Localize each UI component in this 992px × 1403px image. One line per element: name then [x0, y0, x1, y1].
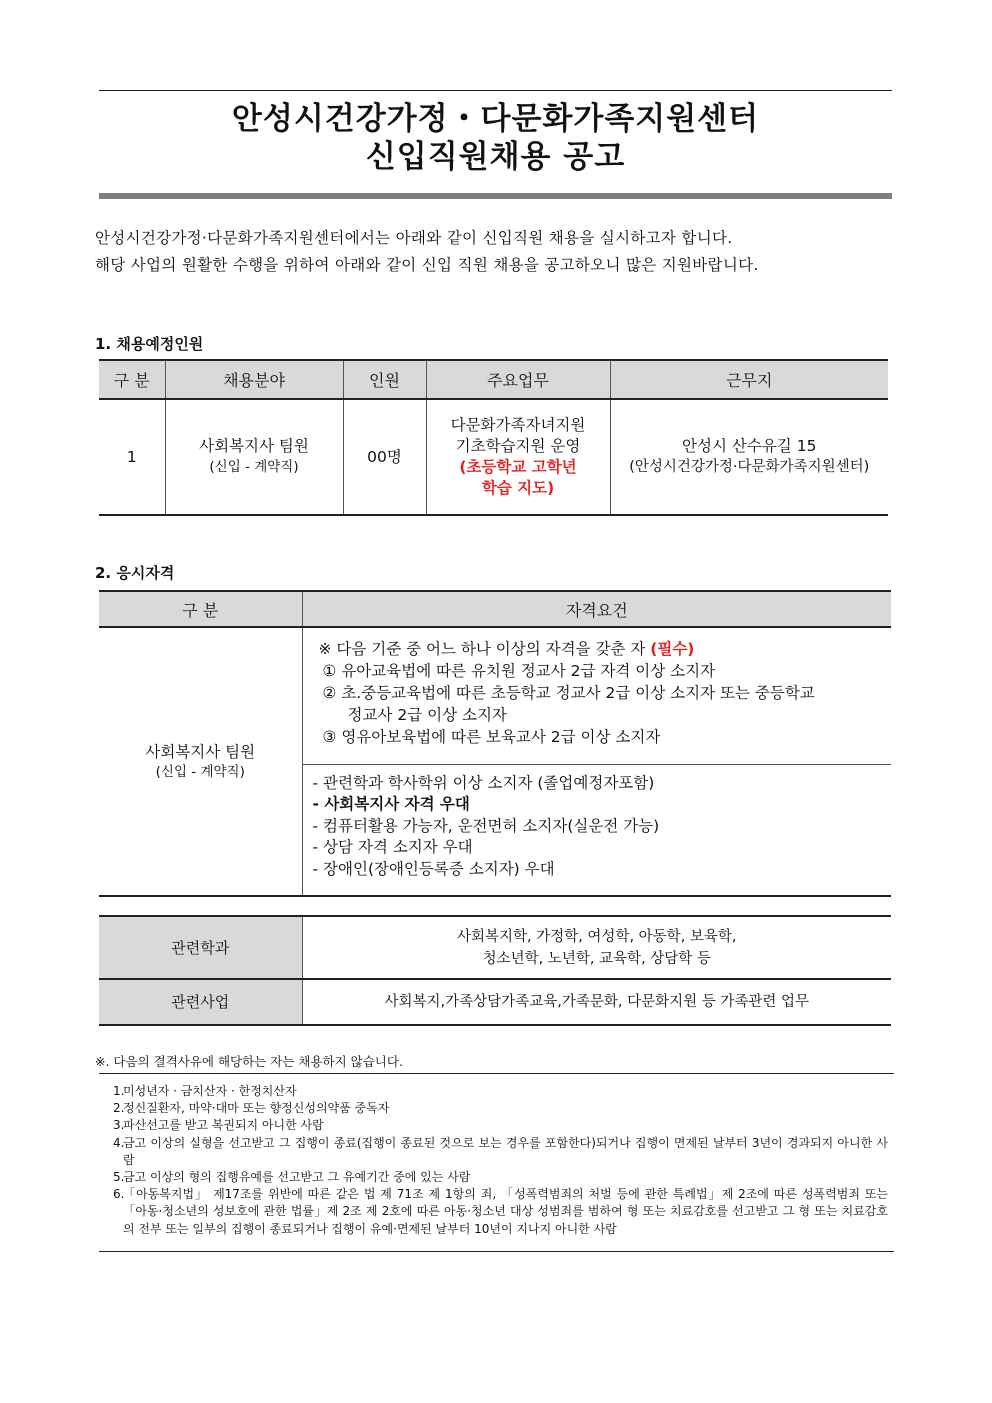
qual-category [99, 627, 302, 896]
section2-title: 2. 응시자격 [95, 564, 175, 582]
biz-row [99, 979, 891, 1025]
duty-line2: 기초학습지원 운영 [455, 437, 581, 455]
section1-title: 1. 채용예정인원 [95, 335, 204, 353]
bottom-rule [99, 1251, 894, 1252]
pref-item-2: - 사회복지사 자격 우대 [312, 795, 470, 813]
intro-line2: 해당 사업의 원활한 수행을 위하여 아래와 같이 신입 직원 채용을 공고하오니 많은 지원바랍니다. [95, 256, 759, 274]
req-item-2: ② 초.중등교육법에 따른 초등학교 정교사 2급 이상 소지자 또는 중등학교 [322, 684, 815, 702]
header-place: 근무지 [610, 360, 888, 399]
header-no: 구 분 [99, 360, 165, 399]
biz-value: 사회복지,가족상담가족교육,가족문화, 다문화지원 등 가족관련 업무 [302, 979, 891, 1025]
duty-line1: 다문화가족자녀지원 [450, 416, 586, 434]
duty-red-line1: (초등학교 고학년 [459, 458, 577, 476]
title-bar [99, 193, 892, 199]
disqualification-note: ※. 다음의 결격사유에 해당하는 자는 채용하지 않습니다. [95, 1054, 403, 1069]
req-item-3: ③ 영유아보육법에 따른 보육교사 2급 이상 소지자 [322, 728, 661, 746]
category-main: 사회복지사 팀원 [145, 742, 256, 761]
pref-item-5: - 장애인(장애인등록증 소지자) 우대 [312, 859, 555, 878]
row-count: 00명 [343, 399, 426, 515]
place-line1: 안성시 산수유길 15 [682, 437, 817, 455]
dept-line2: 청소년학, 노년학, 교육학, 상담학 등 [482, 950, 711, 967]
pref-item-1: - 관련학과 학사학위 이상 소지자 (졸업예정자포함) [312, 773, 655, 792]
page-title [99, 100, 892, 176]
qual-header-category: 구 분 [99, 591, 302, 627]
hiring-header-row [99, 360, 888, 399]
intro-text [95, 225, 895, 279]
related-table [99, 915, 891, 1026]
pref-item-4: - 상담 자격 소지자 우대 [312, 838, 473, 856]
list-item: 4. 금고 이상의 실형을 선고받고 그 집행이 종료(집행이 종료된 것으로 보는 경우를 포함한다)되거나 집행이 면제된 날부터 3년이 경과되지 아니한 사람 [113, 1135, 888, 1167]
intro-line1: 안성시건강가정·다문화가족지원센터에서는 아래와 같이 신입직원 채용을 실시하고자 합니다. [95, 229, 733, 247]
qual-requirements [302, 627, 891, 764]
dept-line1: 사회복지학, 가정학, 여성학, 아동학, 보육학, [456, 928, 737, 945]
req-intro-line [319, 638, 882, 660]
note-rule [99, 1073, 894, 1074]
field-sub: (신입 - 계약직) [209, 459, 299, 475]
qual-header-req: 자격요건 [302, 591, 891, 627]
req-required: (필수) [650, 640, 695, 658]
row-no: 1 [99, 399, 165, 515]
category-sub: (신입 - 계약직) [155, 763, 245, 780]
dept-row [99, 916, 891, 979]
header-count: 인원 [343, 360, 426, 399]
qual-req-row [99, 627, 891, 764]
field-main: 사회복지사 팀원 [199, 437, 309, 455]
qual-preferences [302, 764, 891, 896]
row-place [610, 399, 888, 515]
dept-value [302, 916, 891, 979]
req-item-2-cont: 정교사 2급 이상 소지자 [347, 706, 507, 724]
header-duty: 주요업무 [426, 360, 610, 399]
hiring-table [99, 359, 888, 516]
title-line1: 안성시건강가정・다문화가족지원센터 [231, 101, 760, 137]
qual-header-row [99, 591, 891, 627]
list-item: 2. 정신질환자, 마약·대마 또는 향정신성의약품 중독자 [113, 1101, 390, 1116]
qualification-table [99, 590, 891, 897]
pref-item-3: - 컴퓨터활용 가능자, 운전면허 소지자(실운전 가능) [312, 816, 660, 835]
header-field: 채용분야 [165, 360, 343, 399]
disqualification-list [113, 1083, 888, 1238]
place-line2: (안성시건강가정·다문화가족지원센터) [629, 459, 870, 475]
list-item: 6. 「아동복지법」 제17조를 위반에 따른 같은 법 제 71조 제 1항의 죄, 「성폭력범죄의 처벌 등에 관한 특례법」제 2조에 따른 성폭력범죄 또는 「아동·청소년의 성보호에 관한 법률」제 2조 제 2호에 따른 아동·청소년 대상 성범죄를 범하여 형 또는 치료감호를 선고받고 그 형 또는 치료감호의 전부 또는 일부의 집행이 종료되거나 집행이 유예·면제된 날부터 10년이 지나지 아니한 사람 [113, 1187, 888, 1236]
dept-label: 관련학과 [99, 916, 302, 979]
req-item-1: ① 유아교육법에 따른 유치원 정교사 2급 자격 이상 소지자 [322, 662, 716, 680]
biz-label: 관련사업 [99, 979, 302, 1025]
row-field [165, 399, 343, 515]
list-item: 1. 미성년자 · 금치산자 · 한정치산자 [113, 1084, 297, 1098]
hiring-row [99, 399, 888, 515]
duty-red-line2: 학습 지도) [481, 479, 555, 497]
title-line2: 신입직원채용 공고 [365, 139, 626, 175]
top-rule [99, 90, 892, 91]
row-duty [426, 399, 610, 515]
req-intro: ※ 다음 기준 중 어느 하나 이상의 자격을 갖춘 자 [318, 640, 651, 658]
list-item: 5. 금고 이상의 형의 집행유예를 선고받고 그 유예기간 중에 있는 사람 [113, 1170, 471, 1185]
list-item: 3. 파산선고를 받고 복권되지 아니한 사람 [113, 1118, 324, 1133]
